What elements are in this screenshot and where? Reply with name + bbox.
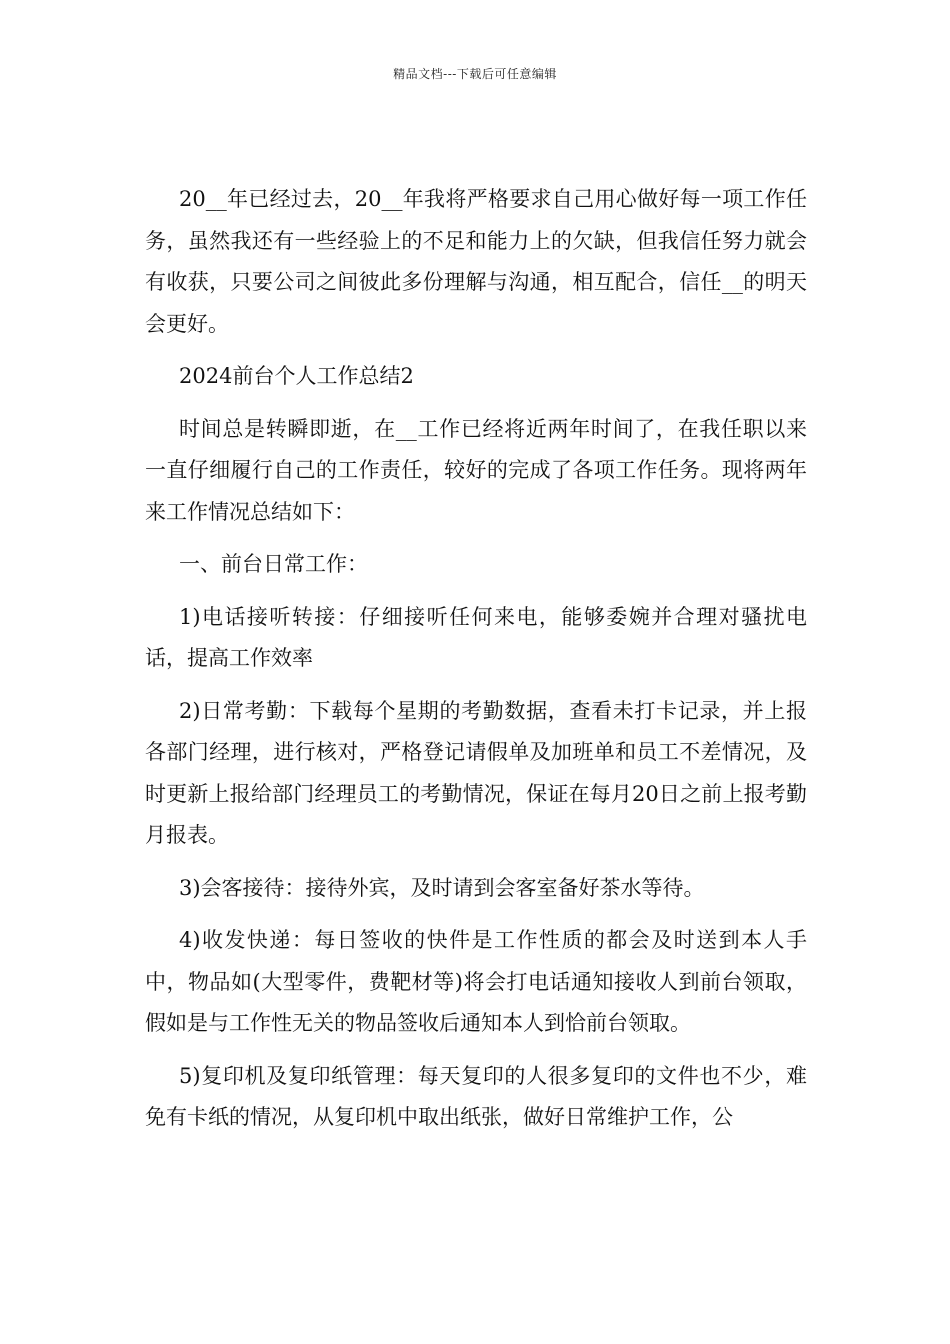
list-item-phone: 1)电话接听转接：仔细接听任何来电，能够委婉并合理对骚扰电话，提高工作效率: [145, 604, 807, 670]
list-item-copier: 5)复印机及复印纸管理：每天复印的人很多复印的文件也不少，难免有卡纸的情况，从复印机中取出纸张，做好日常维护工作，公: [145, 1063, 807, 1129]
list-item-reception: 3)会客接待：接待外宾，及时请到会客室备好茶水等待。: [179, 875, 705, 900]
section-title: 2024前台个人工作总结2: [179, 364, 414, 388]
document-body: [145, 179, 807, 1139]
section-heading-daily-work: 一、前台日常工作：: [179, 552, 368, 576]
page-header: 精品文档---下载后可任意编辑: [393, 67, 557, 81]
list-item-delivery: 4)收发快递：每日签收的快件是工作性质的都会及时送到本人手中，物品如(大型零件，费靶材等)将会打电话通知接收人到前台领取，假如是与工作性无关的物品签收后通知本人到恰前台领取。: [145, 928, 807, 1035]
paragraph-intro: 20__年已经过去，20__年我将严格要求自己用心做好每一项工作任务，虽然我还有一些经验上的不足和能力上的欠缺，但我信任努力就会有收获，只要公司之间彼此多份理解与沟通，相互配合，信任__的明天会更好。: [145, 187, 807, 336]
paragraph-summary: 时间总是转瞬即逝，在__工作已经将近两年时间了，在我任职以来一直仔细履行自己的工作责任，较好的完成了各项工作任务。现将两年来工作情况总结如下：: [145, 416, 807, 524]
list-item-attendance: 2)日常考勤：下载每个星期的考勤数据，查看未打卡记录，并上报各部门经理，进行核对，严格登记请假单及加班单和员工不差情况，及时更新上报给部门经理员工的考勤情况，保证在每月20日之前上报考勤月报表。: [145, 698, 807, 847]
